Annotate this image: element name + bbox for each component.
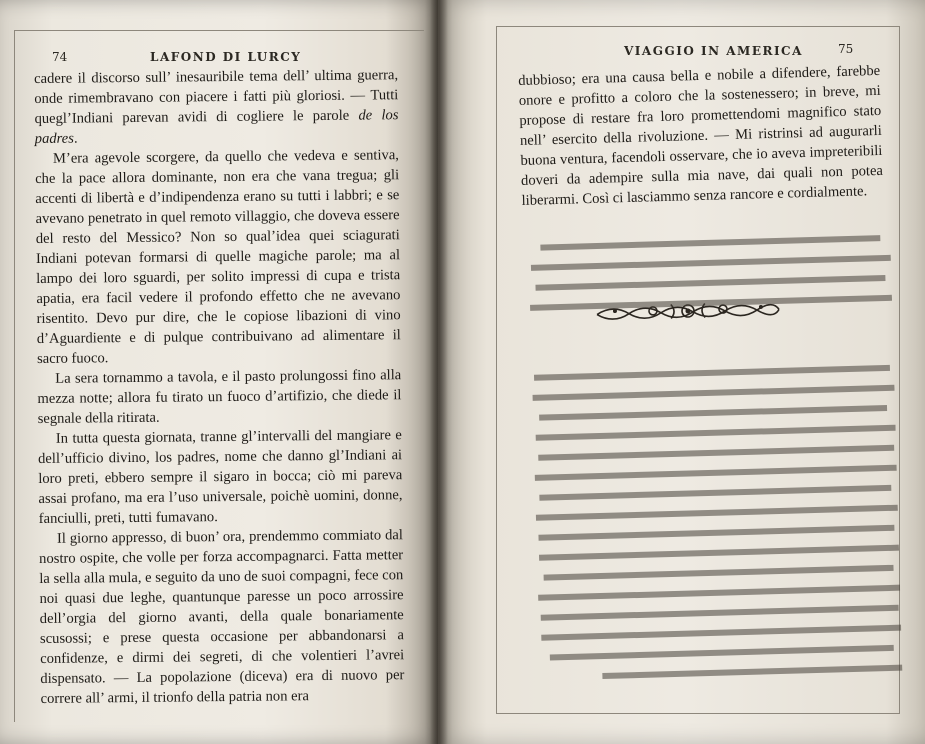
left-paragraph: M’era agevole scorgere, da quello che vedeva e sentiva, che la pace allora dominante, non era che vana tregua; gli accenti di libertà e d’indipendenza erano su tutti i labbri; e se avevano penetrato in quel remoto villaggio, che doveva essere del resto del Messico? Non so qual’idea quei sciagurati Indiani potevan formarsi di quelle magiche parole; ma al lampo dei loro sguardi, per solito impressi di cupa e trista apatia, era facil vedere il profondo effetto che ne avevano risentito. Devo pur dire, che le copiose libazioni di vino d’Aguardiente e di pulque contribuivano ad alimentare il sacro fuoco. <box>35 147 401 367</box>
left-body-text <box>34 65 405 709</box>
book-gutter <box>430 0 448 744</box>
left-paragraph-1-text: cadere il discorso sull’ inesauribile tema dell’ ultima guerra, onde rimembravano con piacere i fatti più gloriosi. — Tutti quegl’Indiani parevan avidi di cogliere le parole de los padres. <box>34 67 399 147</box>
left-running-head: LAFOND DI LURCY <box>150 50 302 64</box>
right-page <box>438 0 925 744</box>
left-paragraph: In tutta questa giornata, tranne gl’intervalli del mangiare e dell’ufficio divino, los padres, nome che danno gl’Indiani ai loro preti, ebbero sempre il sigaro in bocca; ciò mi pareva assai profano, ma era l’uso universale, poichè uomini, donne, fanciulli, preti, tutti fumavano. <box>38 427 403 527</box>
left-paragraph <box>34 65 399 149</box>
left-page <box>0 0 438 744</box>
right-running-head: VIAGGIO IN AMERICA <box>624 44 803 58</box>
left-paragraph: Il giorno appresso, di buon’ ora, prendemmo commiato dal nostro ospite, che volle per forza accompagnarci. Fatta metter la sella alla mula, e seguito da uno de suoi compagni, fece con noi quasi due leghe, quantunque paresse un poco arrossire dell’orgia del giorno avanti, della quale bonariamente scusossi; e prese questa occasione per abbandonarsi a confidenze, e dirmi dei segreti, di che volentieri l’avrei dispensato. — La popolazione (diceva) era di nuovo per correre all’ armi, il trionfo della patria non era <box>39 527 405 707</box>
left-page-number: 74 <box>52 50 68 64</box>
right-paragraph: dubbioso; era una causa bella e nobile a difendere, farebbe onore e profitto a coloro che la sostenessero; in breve, mi propose di restare fra loro promettendomi magnifico stato nell’ esercito della rivoluzione. — Mi ristrinsi ad augurarli buona ventura, facendoli osservare, che io aveva impreteribili doveri da adempire sulla mia nave, dai quali non potea liberarmi. Così ci lasciammo senza rancore e cordialmente. <box>518 62 884 209</box>
left-paragraph: La sera tornammo a tavola, e il pasto prolungossi fino alla mezza notte; allora fu tirato un fuoco d’artifizio, che diede il segnale della ritirata. <box>37 367 402 427</box>
right-page-number: 75 <box>838 42 854 56</box>
right-body-text <box>518 61 884 211</box>
bleed-through-texture <box>518 225 903 695</box>
